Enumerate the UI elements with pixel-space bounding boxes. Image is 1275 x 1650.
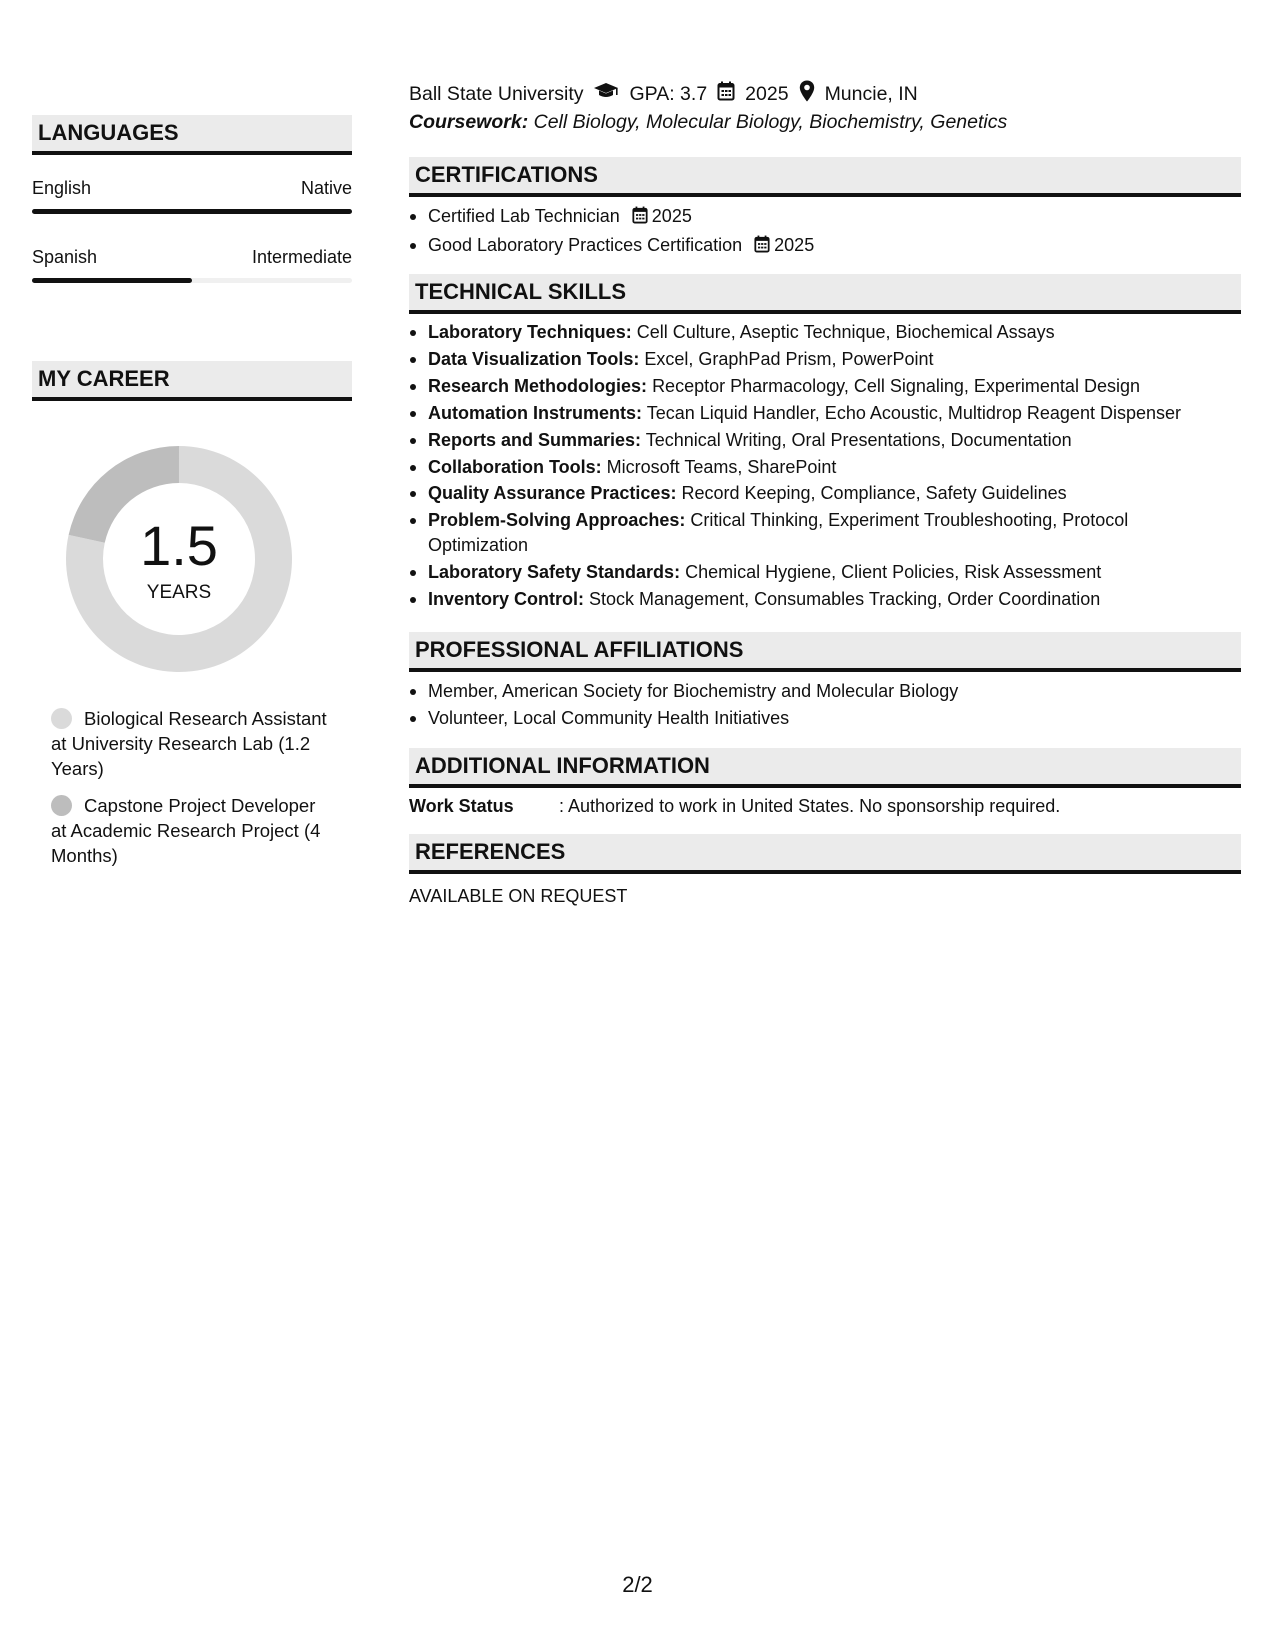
career-legend-label: Biological Research Assistant at University Research Lab (1.2 Years) — [51, 708, 327, 779]
skill-label: Quality Assurance Practices: — [428, 483, 677, 504]
graduation-year: 2025 — [745, 82, 789, 105]
skill-label: Research Methodologies: — [428, 375, 648, 396]
calendar-icon — [632, 205, 648, 232]
work-status-row — [409, 796, 1060, 817]
gpa: GPA: 3.7 — [629, 82, 708, 105]
certification-item — [409, 232, 1241, 261]
skill-label: Problem-Solving Approaches: — [428, 510, 686, 531]
certifications-heading: CERTIFICATIONS — [409, 157, 1241, 197]
coursework-list: Cell Biology, Molecular Biology, Biochemistry, Genetics — [533, 111, 1008, 133]
school-name: Ball State University — [409, 82, 584, 105]
certification-name: Certified Lab Technician — [428, 206, 620, 226]
skill-label: Collaboration Tools: — [428, 456, 602, 477]
location: Muncie, IN — [824, 82, 918, 105]
skill-item — [409, 455, 1241, 479]
career-total — [66, 446, 292, 672]
language-bar-fill — [32, 278, 192, 283]
skill-label: Laboratory Techniques: — [428, 322, 632, 342]
graduation-cap-icon — [593, 82, 619, 106]
skills-list — [409, 320, 1241, 613]
calendar-icon — [754, 234, 770, 261]
career-total-value: 1.5 — [140, 514, 218, 577]
skill-value: Stock Management, Consumables Tracking, Order Coordination — [589, 588, 1101, 609]
career-legend-item — [51, 706, 331, 781]
skill-item — [409, 374, 1241, 398]
skill-value: Technical Writing, Oral Presentations, Documentation — [645, 429, 1072, 450]
affiliation-item: Volunteer, Local Community Health Initiatives — [409, 705, 1241, 732]
skill-item — [409, 560, 1241, 584]
language-level: Native — [300, 178, 352, 198]
skill-item — [409, 481, 1241, 505]
language-item-english — [32, 178, 352, 199]
skill-label: Reports and Summaries: — [428, 429, 642, 450]
language-bar-english — [32, 209, 352, 214]
language-level: Intermediate — [251, 247, 352, 267]
affiliations-list — [409, 678, 1241, 732]
certifications-list — [409, 203, 1241, 261]
skill-item — [409, 587, 1241, 611]
skill-label: Data Visualization Tools: — [428, 348, 640, 369]
skill-value: Tecan Liquid Handler, Echo Acoustic, Multidrop Reagent Dispenser — [646, 402, 1181, 423]
skill-label: Inventory Control: — [428, 588, 584, 609]
career-legend-item — [51, 793, 331, 868]
skill-value: Microsoft Teams, SharePoint — [606, 456, 837, 477]
references-heading: REFERENCES — [409, 834, 1241, 874]
skill-label: Automation Instruments: — [428, 402, 642, 423]
skill-value: Record Keeping, Compliance, Safety Guidelines — [681, 483, 1067, 504]
legend-dot — [51, 708, 72, 729]
additional-info-heading: ADDITIONAL INFORMATION — [409, 748, 1241, 788]
skill-item — [409, 401, 1241, 425]
language-name: English — [32, 178, 92, 198]
skill-value: Excel, GraphPad Prism, PowerPoint — [644, 348, 934, 369]
language-bar-spanish — [32, 278, 352, 283]
certification-item — [409, 203, 1241, 232]
education-line — [409, 80, 918, 108]
career-total-unit: YEARS — [146, 582, 212, 603]
affiliation-item: Member, American Society for Biochemistry and Molecular Biology — [409, 678, 1241, 705]
skill-value: Critical Thinking, Experiment Troubleshooting, Protocol Optimization — [428, 510, 1129, 555]
languages-heading: LANGUAGES — [32, 115, 352, 155]
certification-name: Good Laboratory Practices Certification — [428, 235, 743, 255]
language-bar-fill — [32, 209, 352, 214]
skills-heading: TECHNICAL SKILLS — [409, 274, 1241, 314]
language-name: Spanish — [32, 247, 98, 267]
calendar-icon — [717, 81, 735, 107]
references-text: AVAILABLE ON REQUEST — [409, 886, 628, 906]
skill-item — [409, 320, 1241, 344]
skill-item — [409, 347, 1241, 371]
career-heading: MY CAREER — [32, 361, 352, 401]
map-pin-icon — [799, 80, 815, 108]
skill-value: Receptor Pharmacology, Cell Signaling, Experimental Design — [652, 375, 1140, 396]
legend-dot — [51, 795, 72, 816]
certification-year: 2025 — [651, 206, 692, 226]
skill-label: Laboratory Safety Standards: — [428, 561, 681, 582]
skill-value: Cell Culture, Aseptic Technique, Biochemical Assays — [636, 322, 1055, 342]
skill-item — [409, 508, 1241, 557]
career-legend-label: Capstone Project Developer at Academic Research Project (4 Months) — [51, 795, 321, 866]
coursework-label: Coursework: — [409, 111, 529, 133]
certification-year: 2025 — [774, 235, 815, 255]
work-status-label: Work Status — [409, 796, 514, 816]
career-donut-chart — [66, 446, 292, 672]
skill-item — [409, 428, 1241, 452]
affiliations-heading: PROFESSIONAL AFFILIATIONS — [409, 632, 1241, 672]
work-status-value: : Authorized to work in United States. No sponsorship required. — [559, 796, 1061, 816]
coursework-line — [409, 111, 1007, 134]
language-item-spanish — [32, 247, 352, 268]
page-number: 2/2 — [622, 1572, 653, 1597]
skill-value: Chemical Hygiene, Client Policies, Risk Assessment — [685, 561, 1102, 582]
